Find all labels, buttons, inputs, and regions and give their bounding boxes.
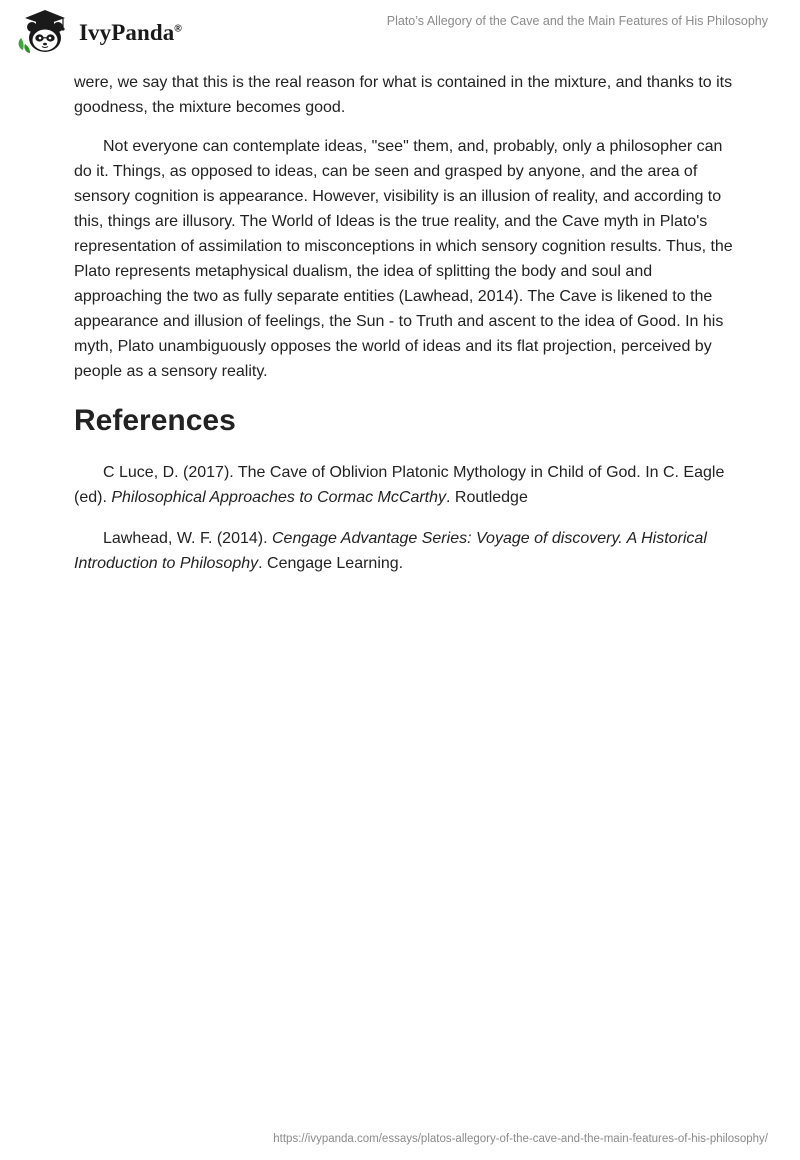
reference-text: Lawhead, W. F. (2014). — [103, 530, 272, 547]
essay-content — [74, 70, 734, 592]
document-title: Plato’s Allegory of the Cave and the Main Features of His Philosophy — [386, 14, 768, 28]
reference-title: Philosophical Approaches to Cormac McCarthy — [111, 489, 447, 506]
reference-text: C Luce, D. (2017). The Cave of Oblivion Platonic Mythology in Child of God. In C. Eagle (ed). — [74, 464, 725, 506]
body-paragraph-continued: were, we say that this is the real reason for what is contained in the mixture, and thanks to its goodness, the mixture becomes good. — [74, 74, 733, 116]
reference-title: Cengage Advantage Series: Voyage of discovery. A Historical Introduction to Philosophy — [74, 530, 707, 572]
ivypanda-logo[interactable] — [15, 8, 182, 54]
reference-publisher: . Routledge — [446, 489, 528, 506]
page-header — [0, 0, 800, 64]
source-url-link[interactable]: https://ivypanda.com/essays/platos-allegory-of-the-cave-and-the-main-features-of-his-philosophy/ — [273, 1133, 768, 1145]
body-paragraph: Not everyone can contemplate ideas, "see" them, and, probably, only a philosopher can do it. Things, as opposed to ideas, can be seen and grasped by anyone, and the area of sensory cognition is appearance. However, visibility is an illusion of reality, and according to this, things are illusory. The World of Ideas is the true reality, and the Cave myth in Plato's representation of assimilation to misconceptions in which sensory cognition results. Thus, the Plato represents metaphysical dualism, the idea of splitting the body and soul and approaching the two as fully separate entities (Lawhead, 2014). The Cave is likened to the appearance and illusion of feelings, the Sun - to Truth and ascent to the idea of Good. In his myth, Plato unambiguously opposes the world of ideas and its flat projection, perceived by people as a sensory reality. — [74, 138, 733, 380]
registered-mark: ® — [174, 23, 182, 35]
panda-graduate-icon — [15, 8, 77, 54]
reference-item — [74, 526, 734, 576]
references-heading: References — [74, 404, 236, 437]
reference-item — [74, 460, 734, 510]
brand-name: IvyPanda® — [79, 20, 182, 45]
reference-publisher: . Cengage Learning. — [258, 555, 404, 572]
